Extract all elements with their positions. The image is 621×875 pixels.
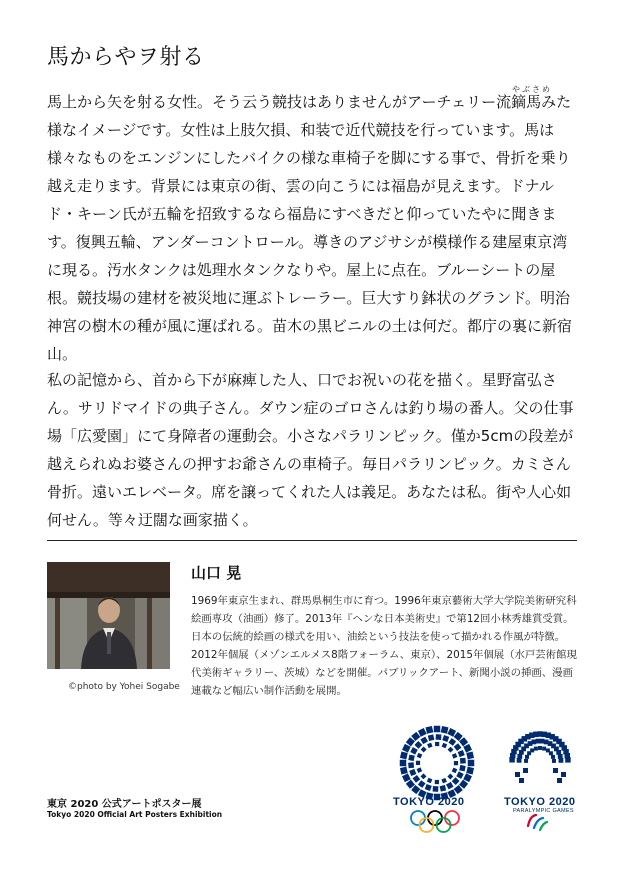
artist-bio: 1969年東京生まれ、群馬県桐生市に育つ。1996年東京藝術大学大学院美術研究科絵画専攻（油画）修了。2013年『ヘンな日本美術史』で第12回小林秀雄賞受賞。日本の伝統的絵画の様式を用い、油絵という技法を使って描かれる作風が特徴。2012年個展（メゾンエルメス8階フォーラム、東京）、2015年個展（水戸芸術館現代美術ギャラリー、茨城）などを開催。パブリックアート、新聞小説の挿画、漫画連載など幅広い制作活動を展開。 — [191, 595, 577, 697]
body-paragraph-1: 馬上から矢を射る女性。そう云う競技はありませんがアーチェリー流鏑馬みた様なイメージです。女性は上肢欠損、和装で近代競技を行っています。馬は様々なものをエンジンにしたバイクの様な車椅子を脚にする事で、骨折を乗り越え走ります。背景には東京の街、雲の向こうには福島が見えます。ドナルド・キーン氏が五輪を招致するなら福島にすべきだと仰っていたやに聞きます。復興五輪、アンダーコントロール。導きのアジサシが模様作る建屋東京湾に現る。汚水タンクは処理水タンクなりや。屋上に点在。ブルーシートの屋根。競技場の建材を被災地に運ぶトレーラー。巨大すり鉢状のグランド。明治神宮の樹木の種が風に運ばれる。苗木の黒ビニルの土は何だ。都庁の裏に新宿山。 — [47, 93, 573, 363]
paralympic-emblem-label: TOKYO 2020 — [504, 796, 576, 808]
exhibition-title-en: Tokyo 2020 Official Art Posters Exhibition — [47, 810, 223, 819]
body-paragraph-2: 私の記憶から、首から下が麻痺した人、口でお祝いの花を描く。星野富弘さん。サリドマイドの典子さん。ダウン症のゴロさんは釣り場の番人。父の仕事場「広愛園」にて身障者の運動会。小さなパラリンピック。僅か5cmの段差が越えられぬお婆さんの押すお爺さんの車椅子。毎日パラリンピック。カミさん骨折。遠いエレベータ。席を譲ってくれた人は義足。あなたは私。街や人心如何せん。等々迂闊な画家描く。 — [47, 371, 574, 529]
artist-name: 山口 晃 — [191, 564, 242, 582]
agitos-icon — [525, 812, 549, 832]
exhibition-title-ja: 東京 2020 公式アートポスター展 — [47, 799, 202, 810]
paralympic-emblem-sublabel: PARALYMPIC GAMES — [513, 808, 574, 814]
tokyo2020-olympic-emblem-icon — [396, 722, 478, 804]
photo-credit: ©photo by Yohei Sogabe — [68, 682, 180, 692]
olympic-emblem-label: TOKYO 2020 — [393, 796, 465, 808]
page-title: 馬からやヲ射る — [47, 45, 205, 70]
artist-photo — [47, 562, 170, 669]
section-divider — [47, 540, 577, 541]
ruby-reading: やぶさめ — [512, 85, 552, 94]
tokyo2020-paralympic-emblem-icon — [505, 722, 575, 792]
olympic-rings-icon — [409, 810, 461, 834]
